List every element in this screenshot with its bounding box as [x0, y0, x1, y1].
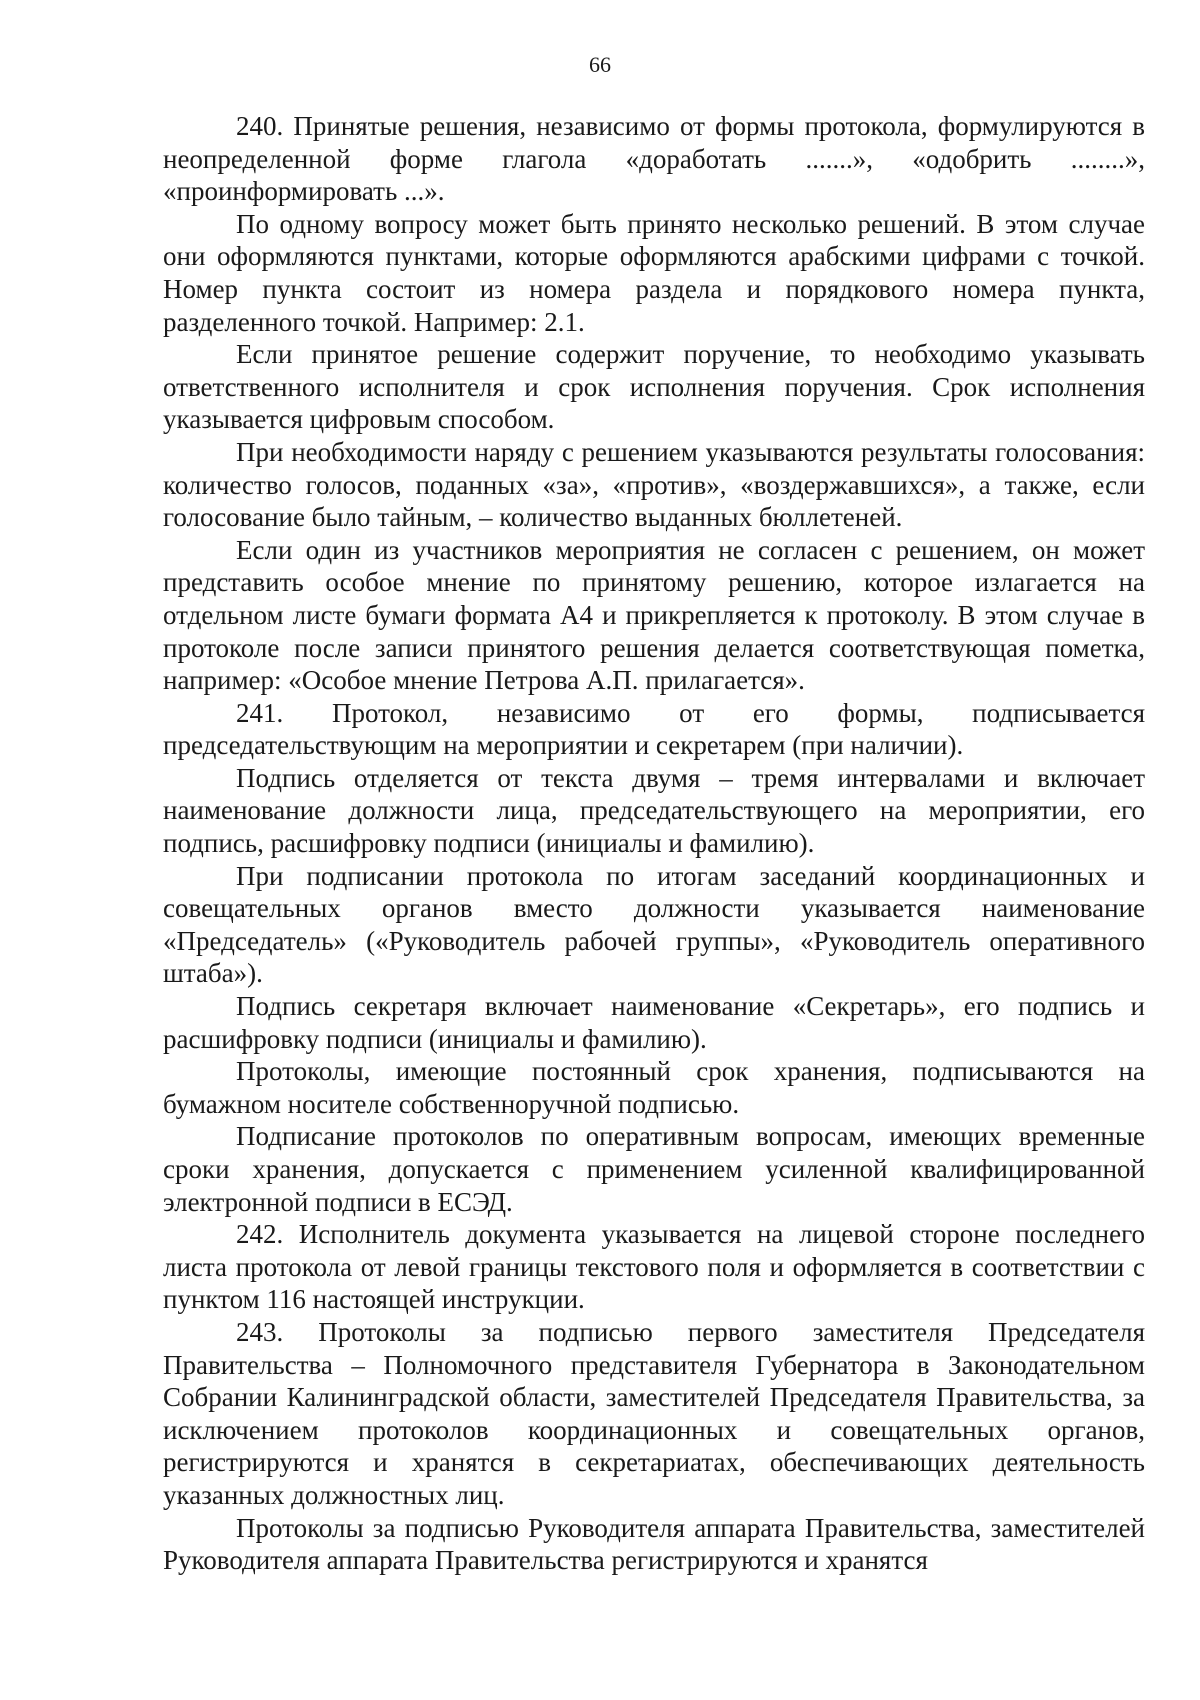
paragraph-242: 242. Исполнитель документа указывается на лицевой стороне последнего листа протокола от левой границы текстового поля и оформляется в соответствии с пунктом 116 настоящей инструкции.	[163, 1219, 1145, 1315]
paragraph-dissenting-opinion: Если один из участников мероприятия не согласен с решением, он может представить особое мнение по принятому решению, которое излагается на отдельном листе бумаги формата А4 и прикрепляется к протоколу. В этом случае в протоколе после записи принятого решения делается соответствующая пометка, например: «Особое мнение Петрова А.П. прилагается».	[163, 534, 1145, 696]
paragraph-permanent-storage: Протоколы, имеющие постоянный срок хранения, подписываются на бумажном носителе собственноручной подписью.	[163, 1056, 1145, 1119]
paragraph-243: 243. Протоколы за подписью первого заместителя Председателя Правительства – Полномочного представителя Губернатора в Законодательном Собрании Калининградской области, заместителей Председателя Правительства, за исключением протоколов координационных и совещательных органов, регистрируются и хранятся в секретариатах, обеспечивающих деятельность указанных должностных лиц.	[163, 1316, 1145, 1510]
page-number: 66	[589, 52, 611, 77]
paragraph-secretary-signature: Подпись секретаря включает наименование «Секретарь», его подпись и расшифровку подписи (инициалы и фамилию).	[163, 991, 1145, 1054]
paragraph-multiple-decisions: По одному вопросу может быть принято несколько решений. В этом случае они оформляются пунктами, которые оформляются арабскими цифрами с точкой. Номер пункта состоит из номера раздела и порядкового номера пункта, разделенного точкой. Например: 2.1.	[163, 208, 1145, 337]
paragraph-electronic-signature: Подписание протоколов по оперативным вопросам, имеющих временные сроки хранения, допускается с применением усиленной квалифицированной электронной подписи в ЕСЭД.	[163, 1121, 1145, 1217]
document-body	[163, 110, 1145, 1577]
paragraph-apparatus-protocols: Протоколы за подписью Руководителя аппарата Правительства, заместителей Руководителя аппарата Правительства регистрируются и хранятся	[163, 1512, 1145, 1576]
paragraph-assignment: Если принятое решение содержит поручение, то необходимо указывать ответственного исполнителя и срок исполнения поручения. Срок исполнения указывается цифровым способом.	[163, 339, 1145, 435]
paragraph-signature: Подпись отделяется от текста двумя – тремя интервалами и включает наименование должности лица, председательствующего на мероприятии, его подпись, расшифровку подписи (инициалы и фамилию).	[163, 762, 1145, 859]
paragraph-241: 241. Протокол, независимо от его формы, подписывается председательствующим на мероприятии и секретарем (при наличии).	[163, 697, 1145, 761]
paragraph-240: 240. Принятые решения, независимо от формы протокола, формулируются в неопределенной форме глагола «доработать .......», «одобрить ........», «проинформировать ...».	[163, 111, 1145, 207]
paragraph-voting-results: При необходимости наряду с решением указываются результаты голосования: количество голосов, поданных «за», «против», «воздержавшихся», а также, если голосование было тайным, – количество выданных бюллетеней.	[163, 436, 1145, 533]
paragraph-chairman-title: При подписании протокола по итогам заседаний координационных и совещательных органов вместо должности указывается наименование «Председатель» («Руководитель рабочей группы», «Руководитель оперативного штаба»).	[163, 860, 1145, 989]
